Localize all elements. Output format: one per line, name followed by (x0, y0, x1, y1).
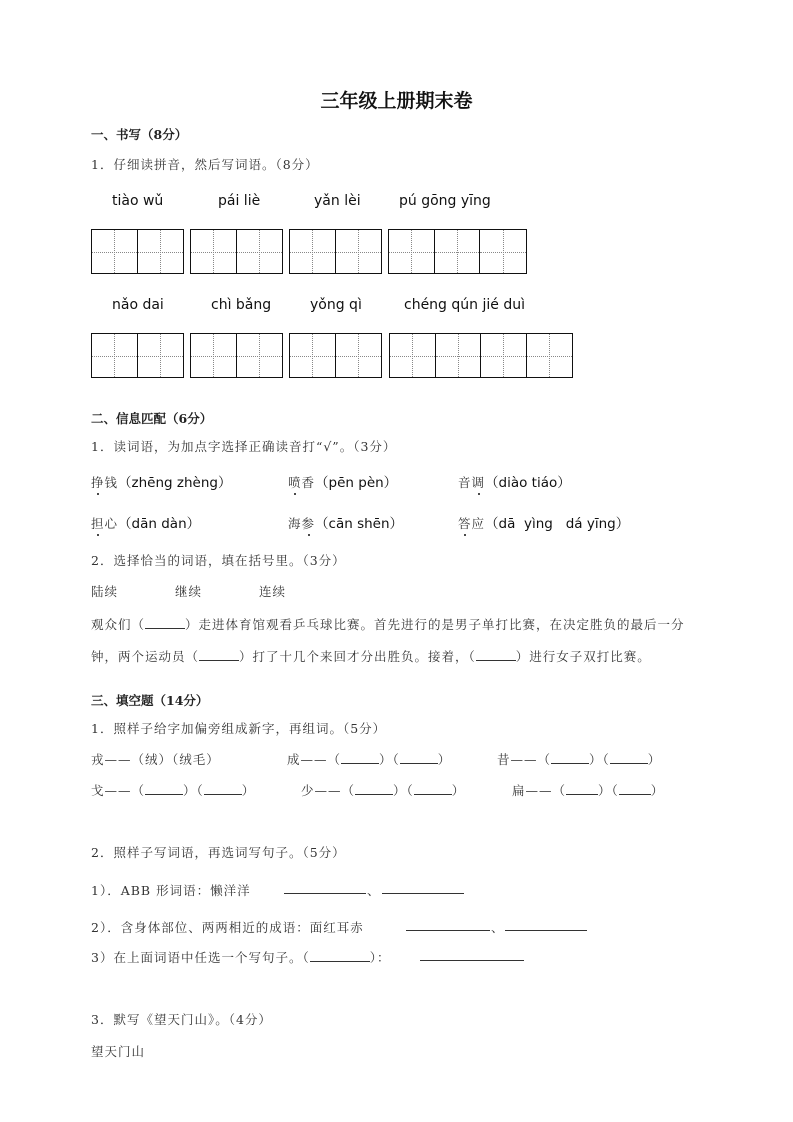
text: 观众们（ (91, 617, 146, 632)
radical-item-bian: 扁——（ ）（ ） (512, 783, 665, 798)
blank-word[interactable] (400, 751, 438, 764)
pinyin-options: （dān dàn） (118, 516, 201, 532)
fill-blank-2[interactable] (199, 648, 239, 661)
question-3-1: 1．照样子给字加偏旁组成新字，再组词。（5分） (91, 721, 387, 736)
word-rest: 钱 (104, 475, 119, 490)
text: ）： (369, 950, 391, 965)
pinyin-options: （cān shēn） (315, 516, 404, 532)
blank-char[interactable] (355, 782, 393, 795)
dash: —— (510, 752, 538, 767)
blank-word[interactable] (619, 782, 651, 795)
radical-item-cheng: 成——（ ）（ ） (287, 752, 452, 767)
separator: 、 (367, 883, 381, 898)
blank-word[interactable] (204, 782, 242, 795)
chosen-word-blank[interactable] (310, 949, 370, 962)
fill-blank-3[interactable] (476, 648, 516, 661)
answer-line-idiom-2[interactable] (505, 930, 587, 931)
dotted-char: 挣 (91, 475, 105, 490)
writing-grid-5[interactable] (91, 333, 184, 378)
example-answer-word: （绒毛） (172, 752, 220, 767)
dash: —— (314, 783, 342, 798)
pinyin-3: yǎn lèi (314, 193, 361, 209)
dash: —— (104, 752, 132, 767)
dotted-char: 答 (458, 516, 472, 531)
page-title: 三年级上册期末卷 (320, 90, 473, 112)
blank-word[interactable] (414, 782, 452, 795)
pinyin-4: pú gōng yīng (399, 193, 491, 209)
question-2-1: 1．读词语，为加点字选择正确读音打“√”。（3分） (91, 439, 397, 454)
dash: —— (104, 783, 132, 798)
blank-char[interactable] (551, 751, 589, 764)
writing-grid-4[interactable] (388, 229, 527, 274)
question-3-3: 3．默写《望天门山》。（4分） (91, 1012, 272, 1027)
pinyin-5: nǎo dai (112, 297, 164, 313)
pronunciation-item-6[interactable] (458, 512, 629, 532)
word-choice-1: 陆续 (91, 584, 119, 599)
text: ）打了十几个来回才分出胜负。接着，（ (239, 649, 476, 664)
base-char: 昔 (497, 752, 511, 767)
answer-line-idiom-1[interactable] (406, 930, 490, 931)
pinyin-options: （dā yìng dá yīng） (485, 516, 630, 532)
writing-grid-2[interactable] (190, 229, 283, 274)
question-1-1: 1．仔细读拼音，然后写词语。（8分） (91, 157, 319, 172)
dotted-char: 担 (91, 516, 105, 531)
example-answer-char: （绒） (131, 752, 173, 767)
sub-question-3 (91, 948, 390, 966)
pronunciation-item-2[interactable] (288, 471, 397, 491)
text: 钟，两个运动员（ (91, 649, 200, 664)
blank-char[interactable] (566, 782, 598, 795)
sub-question-1: 1）．ABB 形词语：懒洋洋 (91, 883, 251, 898)
word-choice-3: 连续 (259, 584, 287, 599)
text: ）进行女子双打比赛。 (515, 649, 651, 664)
radical-item-ge: 戈——（ ）（ ） (91, 783, 256, 798)
pinyin-1: tiào wǔ (112, 193, 164, 209)
paragraph-line-1 (91, 615, 685, 633)
base-char: 少 (301, 783, 315, 798)
pinyin-7: yǒng qì (310, 297, 362, 313)
pinyin-6: chì bǎng (211, 297, 272, 313)
base-char: 戎 (91, 752, 105, 767)
word-pre: 海 (288, 516, 302, 531)
dotted-char: 喷 (288, 475, 302, 490)
pinyin-options: （zhēng zhèng） (118, 475, 232, 491)
pronunciation-item-4[interactable] (91, 512, 200, 532)
section-1-heading: 一、书写（8分） (91, 127, 188, 142)
radical-item-shao: 少——（ ）（ ） (301, 783, 466, 798)
dash: —— (525, 783, 553, 798)
base-char: 戈 (91, 783, 105, 798)
answer-line-abb-1[interactable] (284, 893, 366, 894)
pinyin-2: pái liè (218, 193, 261, 209)
base-char: 扁 (512, 783, 526, 798)
writing-grid-1[interactable] (91, 229, 184, 274)
base-char: 成 (287, 752, 301, 767)
word-rest: 应 (471, 516, 486, 531)
radical-item-xi: 昔——（ ）（ ） (497, 752, 662, 767)
dotted-char: 参 (301, 516, 316, 531)
blank-word[interactable] (610, 751, 648, 764)
poem-title: 望天门山 (91, 1044, 146, 1059)
dotted-char: 调 (471, 475, 486, 490)
sub-question-2: 2）．含身体部位、两两相近的成语：面红耳赤 (91, 920, 364, 935)
section-2-heading: 二、信息匹配（6分） (91, 411, 213, 426)
pronunciation-item-5[interactable] (288, 512, 403, 532)
question-3-2: 2．照样子写词语，再选词写句子。（5分） (91, 845, 346, 860)
word-rest: 香 (301, 475, 316, 490)
section-3-heading: 三、填空题（14分） (91, 693, 209, 708)
pronunciation-item-3[interactable] (458, 471, 571, 491)
word-choice-2: 继续 (175, 584, 203, 599)
question-2-2: 2．选择恰当的词语，填在括号里。（3分） (91, 553, 346, 568)
word-rest: 心 (104, 516, 119, 531)
fill-blank-1[interactable] (145, 616, 185, 629)
separator: 、 (491, 920, 505, 935)
pronunciation-item-1[interactable] (91, 471, 231, 491)
writing-grid-6[interactable] (190, 333, 283, 378)
dash: —— (300, 752, 328, 767)
paragraph-line-2 (91, 647, 651, 665)
writing-grid-7[interactable] (289, 333, 382, 378)
radical-example (91, 750, 220, 768)
text: ）走进体育馆观看乒乓球比赛。首先进行的是男子单打比赛，在决定胜负的最后一分 (185, 617, 685, 632)
blank-char[interactable] (341, 751, 379, 764)
writing-grid-8[interactable] (389, 333, 573, 378)
text: 3）在上面词语中任选一个写句子。（ (91, 950, 310, 965)
blank-char[interactable] (145, 782, 183, 795)
pinyin-options: （diào tiáo） (485, 475, 571, 491)
writing-grid-3[interactable] (289, 229, 382, 274)
answer-line-abb-2[interactable] (382, 893, 464, 894)
pinyin-8: chéng qún jié duì (404, 297, 525, 313)
word-pre: 音 (458, 475, 472, 490)
sentence-answer-line[interactable] (420, 960, 524, 961)
pinyin-options: （pēn pèn） (315, 475, 398, 491)
